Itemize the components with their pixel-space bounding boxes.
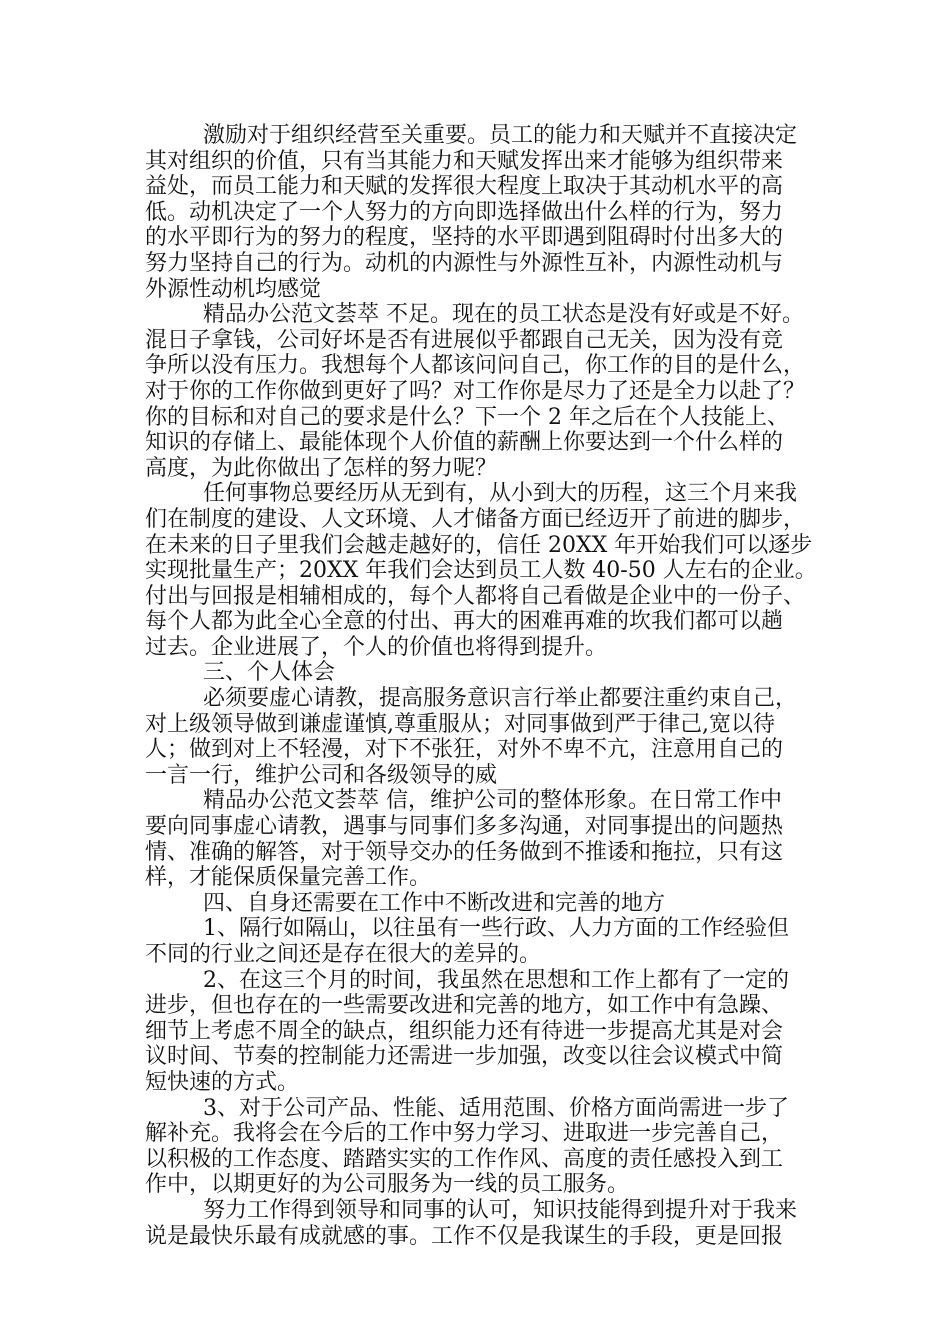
paragraph-line: 解补充。我将会在今后的工作中努力学习、进取进一步完善自己，: [145, 1121, 784, 1147]
paragraph-line: 在未来的日子里我们会越走越好的，信任 20XX 年开始我们可以逐步: [145, 532, 813, 558]
paragraph-line: 精品办公范文荟萃 信，维护公司的整体形象。在日常工作中: [203, 788, 782, 814]
paragraph-line: 样，才能保质保量完善工作。: [145, 865, 432, 891]
paragraph-line: 精品办公范文荟萃 不足。现在的员工状态是没有好或是不好。: [203, 302, 804, 328]
paragraph-line: 付出与回报是相辅相成的，每个人都将自己看做是企业中的一份子、: [145, 583, 806, 609]
document-body: [145, 123, 817, 1249]
paragraph-line: 低。动机决定了一个人努力的方向即选择做出什么样的行为，努力: [145, 199, 784, 225]
paragraph-line: 激励对于组织经营至关重要。员工的能力和天赋并不直接决定: [203, 123, 798, 148]
paragraph-line: 2、在这三个月的时间，我虽然在思想和工作上都有了一定的: [203, 967, 789, 993]
paragraph-line: 对上级领导做到谦虚谨慎,尊重服从；对同事做到严于律己,宽以待: [145, 711, 775, 737]
paragraph-line: 议时间、节奏的控制能力还需进一步加强，改变以往会议模式中简: [145, 1044, 784, 1070]
paragraph-line: 说是最快乐最有成就感的事。工作不仅是我谋生的手段，更是回报: [145, 1223, 784, 1249]
paragraph-line: 每个人都为此全心全意的付出、再大的困难再难的坎我们都可以趟: [145, 609, 784, 635]
paragraph-line: 进步，但也存在的一些需要改进和完善的地方，如工作中有急躁、: [145, 993, 784, 1019]
paragraph-line: 作中，以期更好的为公司服务为一线的员工服务。: [145, 1172, 630, 1198]
paragraph-line: 3、对于公司产品、性能、适用范围、价格方面尚需进一步了: [203, 1095, 789, 1121]
paragraph-line: 争所以没有压力。我想每个人都该问问自己，你工作的目的是什么，: [145, 353, 806, 379]
paragraph-line: 短快速的方式。: [145, 1069, 300, 1095]
section-heading: 四、自身还需要在工作中不断改进和完善的地方: [203, 890, 666, 916]
paragraph-line: 任何事物总要经历从无到有，从小到大的历程，这三个月来我: [203, 481, 798, 507]
paragraph-line: 混日子拿钱，公司好坏是否有进展似乎都跟自己无关，因为没有竞: [145, 327, 784, 353]
paragraph-line: 其对组织的价值，只有当其能力和天赋发挥出来才能够为组织带来: [145, 148, 784, 174]
paragraph-line: 人；做到对上不轻漫，对下不张狂，对外不卑不亢，注意用自己的: [145, 737, 784, 763]
paragraph-line: 外源性动机均感觉: [145, 276, 322, 302]
paragraph-line: 高度，为此你做出了怎样的努力呢？: [145, 455, 498, 481]
paragraph-line: 要向同事虚心请教，遇事与同事们多多沟通，对同事提出的问题热: [145, 814, 784, 840]
paragraph-line: 必须要虚心请教，提高服务意识言行举止都要注重约束自己，: [203, 686, 798, 712]
paragraph-line: 的水平即行为的努力的程度，坚持的水平即遇到阻碍时付出多大的: [145, 225, 784, 251]
paragraph-line: 以积极的工作态度、踏踏实实的工作作风、高度的责任感投入到工: [145, 1146, 784, 1172]
paragraph-line: 1、隔行如隔山，以往虽有一些行政、人力方面的工作经验但: [203, 916, 789, 942]
paragraph-line: 不同的行业之间还是存在很大的差异的。: [145, 942, 542, 967]
paragraph-line: 益处，而员工能力和天赋的发挥很大程度上取决于其动机水平的高: [145, 174, 784, 200]
paragraph-line: 努力坚持自己的行为。动机的内源性与外源性互补，内源性动机与: [145, 250, 784, 276]
paragraph-line: 过去。企业进展了，个人的价值也将得到提升。: [145, 634, 608, 660]
section-heading: 三、个人体会: [203, 660, 336, 686]
paragraph-line: 你的目标和对自己的要求是什么？下一个 2 年之后在个人技能上、: [145, 404, 789, 430]
paragraph-line: 实现批量生产；20XX 年我们会达到员工人数 40-50 人左右的企业。: [145, 558, 817, 584]
paragraph-line: 情、准确的解答，对于领导交办的任务做到不推诿和拖拉，只有这: [145, 839, 784, 865]
paragraph-line: 努力工作得到领导和同事的认可，知识技能得到提升对于我来: [203, 1197, 798, 1223]
paragraph-line: 们在制度的建设、人文环境、人才储备方面已经迈开了前进的脚步，: [145, 506, 806, 532]
paragraph-line: 一言一行，维护公司和各级领导的威: [145, 762, 498, 788]
paragraph-line: 对于你的工作你做到更好了吗？对工作你是尽力了还是全力以赴了？: [145, 378, 806, 404]
paragraph-line: 细节上考虑不周全的缺点，组织能力还有待进一步提高尤其是对会: [145, 1018, 784, 1044]
paragraph-line: 知识的存储上、最能体现个人价值的薪酬上你要达到一个什么样的: [145, 430, 784, 456]
